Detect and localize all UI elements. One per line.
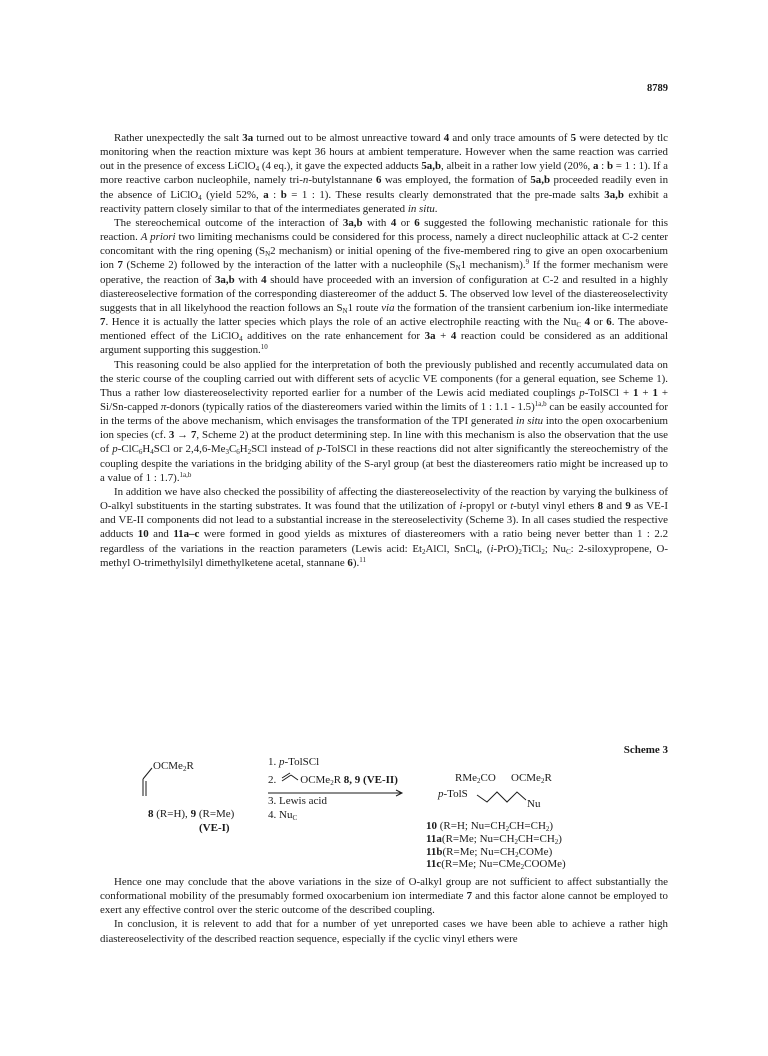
paragraph-3: This reasoning could be also applied for the interpretation of both the previously published and recently accumulated data on the steric course of the coupling carried out with different sets of acyclic VE components (for a general equation, see Scheme 1). Thus a rather low diastereoselectivity reported earlier for a number of the Lewis acid mediated couplings p-TolSCl + 1 + 1 + Si/Sn-capped π-donors (typically ratios of the diastereomers varied within the limits of 1 : 1.1 - 1.5)$^{1a,b}$ can be easily accounted for in the terms of the above mechanism, which envisages the transformation of the TPI generated in situ into the open oxocarbenium ion species (cf. 3 → 7, Scheme 2) at the product determining step. In line with this mechanism is also the observation that the use of $p-ClC_6H_4SCl$ or $2,4,6-Me_3C_6H_2SCl$ instead of p-TolSCl in these reactions did not alter significantly the stereochemistry of the coupling despite the variations in the bridging ability of the S-aryl group (at best the diastereomers ratio might be increased up to a value of 1 : 1.7).$^{1a,b}$ [100,358,669,484]
page-number: 8789 [647,83,668,94]
vinyl-ether-bond-1 [143,768,152,779]
product-chain [477,792,526,802]
product-11b-label: 11b(R=Me; $Nu=CH_2COMe$) [426,846,553,859]
paragraph-4: In addition we have also checked the possibility of affecting the diastereoselectivity of the reaction by varying the bulkiness of O-alkyl substituents in the starting substrates. It was found that the utilization of i-propyl or t-butyl vinyl ethers 8 and 9 as VE-I and VE-II components did not lead to a substantial increase in the stereoselectivity (Scheme 3). In all cases studied the respective adducts 10 and 11a–c were formed in good yields as mixtures of diastereomers with a ratio being never better than 1 : 2.2 regardless of the variations in the reaction parameters (Lewis acid: $Et_2AlCl$, SnCl$_4$, $(i-PrO)_2TiCl_2$; $Nu_C$: 2-siloxypropene, O-methyl O-trimethylsilyl dimethylketene acetal, stannane 6).$^{11}$ [100,485,669,569]
reagent-step-2: 2. OCMe$_2$R 8, 9 (VE-II) [268,774,398,787]
product-thio-group: p-TolS [438,788,468,800]
closing-text [100,875,668,946]
reagent-step-4: 4. $Nu_C$ [268,809,298,822]
paragraph-1: Rather unexpectedly the salt 3a turned out to be almost unreactive toward 4 and only trace amounts of 5 were detected by tlc monitoring when the reaction mixture was kept 36 hours at ambient temperature. However when the same reaction was carried out in the presence of excess LiClO$_4$ (4 eq.), it gave the expected adducts 5a,b, albeit in a rather low yield (20%, a : b = 1 : 1). If a more reactive carbon nucleophile, namely tri-n-butylstannane 6 was employed, the formation of 5a,b proceeded readily even in the absence of LiClO$_4$ (yield 52%, a : b = 1 : 1). These results clearly demonstrated that the pre-made salts 3a,b exhibit a reactivity pattern closely similar to that of the intermediates generated in situ. [100,132,669,215]
product-ether-group: OCMe$_2$R [511,772,552,785]
product-11c-label: 11c(R=Me; Nu=CMe$_2$COOMe) [426,858,566,871]
reagent-step-3: 3. Lewis acid [268,795,327,807]
paragraph-6: In conclusion, it is relevent to add that for a number of yet unreported cases we have been able to achieve a rather high diastereoselectivity of the described reaction sequence, especially if the cyclic vinyl ethers were [100,918,668,945]
reactant-label: 8 (R=H), 9 (R=Me) [148,808,235,820]
scheme-label: Scheme 3 [623,744,668,756]
product-11a-label: 11a(R=Me; $Nu=CH_2CH=CH_2$) [426,833,562,846]
scheme-3 [100,756,668,871]
product-10-label: 10 (R=H; $Nu=CH_2CH=CH_2$) [426,820,554,833]
reactant-role-label: (VE-I) [199,822,230,834]
paragraph-5: Hence one may conclude that the above variations in the size of O-alkyl group are not sufficient to affect substantially the conformational mobility of the presumably formed oxocarbenium ion intermediate 7 and this factor alone cannot be employed to exert any effective control over the steric outcome of the described coupling. [100,876,668,917]
reagent-step-1: 1. p-TolSCl [268,756,320,768]
vinyl-ether-substituent: OCMe$_2$R [153,760,194,773]
product-nu-group: Nu [527,798,541,810]
paragraph-2: The stereochemical outcome of the interaction of 3a,b with 4 or 6 suggested the following mechanistic rationale for this reaction. A priori two limiting mechanisms could be considered for this process, namely a direct nucleophilic attack at C-2 center concomitant with the ring opening ($S_N2$ mechanism) or initial opening of the five-membered ring to give an open oxocarbenium ion 7 (Scheme 2) followed by the interaction of the latter with a nucleophile ($S_N1$ mechanism).$^9$ If the former mechanism were operative, the reaction of 3a,b with 4 should have proceeded with an inversion of configuration at C-2 and resulted in a highly diastereoselective formation of the corresponding diastereomer of the adduct 5. The observed low level of the diastereoselectivity suggests that in all likelyhood the reaction follows an $S_N1$ route via the formation of the transient carbenium ion-like intermediate 7. Hence it is actually the latter species which plays the role of an active electrophile reacting with the $Nu_C$ 4 or 6. The above-mentioned effect of the LiClO$_4$ additives on the rate enhancement for 3a + 4 reaction could be considered as an additional argument supporting this suggestion.$^{10}$ [100,216,669,357]
main-text [100,131,668,570]
product-acyl-group: RMe$_2$CO [455,772,496,785]
